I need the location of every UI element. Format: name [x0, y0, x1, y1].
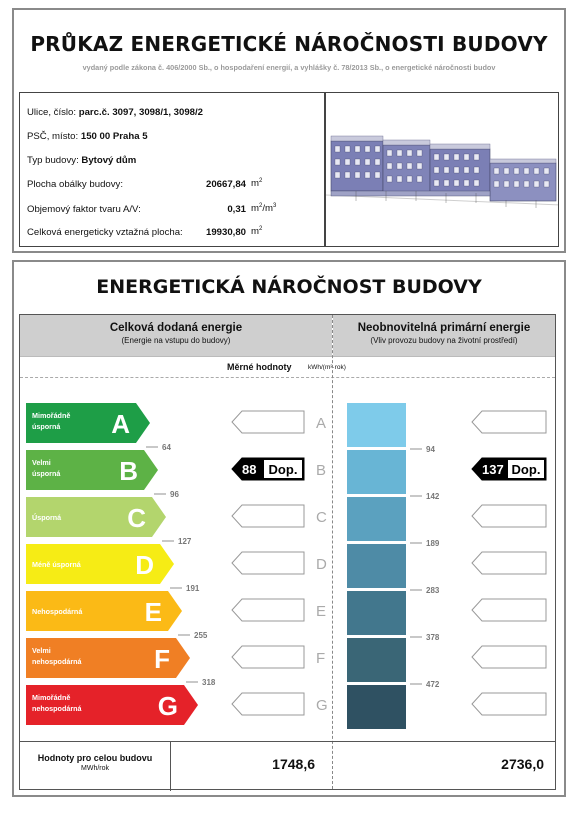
floor-area-unit: $m^2$: [251, 226, 263, 238]
delivered-energy-heading: [20, 315, 332, 356]
delivered-energy-title: Celková dodaná energie: [109, 322, 243, 334]
class-label-f: nehospodárná: [32, 657, 82, 666]
totals-separator: [170, 742, 171, 791]
primary-class-block-g: [347, 685, 406, 729]
building-photo: [325, 92, 559, 247]
certificate-subtitle: vydaný podle zákona č. 406/2000 Sb., o hospodaření energií, a vyhlášky č. 78/2013 Sb., o energetické náročnosti budov: [82, 63, 496, 72]
primary-empty-marker: [472, 599, 546, 621]
primary-empty-marker: [472, 552, 546, 574]
delivered-empty-marker: [232, 411, 304, 433]
class-label-g: Mimořádně: [32, 693, 71, 702]
delivered-threshold-label: 64: [162, 443, 171, 452]
delivered-empty-marker: [232, 693, 304, 715]
delivered-result-value: 88: [242, 462, 257, 477]
class-letter-a: A: [111, 409, 130, 439]
type-label: Typ budovy:: [27, 155, 79, 166]
zip-value: 150 00 Praha 5: [80, 131, 148, 142]
delivered-threshold-label: 255: [194, 631, 208, 640]
delivered-empty-marker: [232, 552, 304, 574]
energy-performance-panel: [12, 260, 566, 797]
certificate-title: PRŮKAZ ENERGETICKÉ NÁROČNOSTI BUDOVY: [30, 32, 548, 56]
delivered-threshold-label: 127: [178, 537, 192, 546]
primary-threshold-label: 142: [426, 492, 440, 501]
delivered-class-letter-a: A: [316, 415, 327, 432]
primary-result-value: 137: [482, 462, 504, 477]
building-illustration: [326, 93, 559, 247]
primary-empty-marker: [472, 411, 546, 433]
class-letter-b: B: [119, 456, 138, 486]
street-value: parc.č. 3097, 3098/1, 3098/2: [78, 107, 204, 118]
floor-area-value: 19930,80: [205, 227, 246, 238]
shape-value: 0,31: [227, 204, 246, 215]
class-label-d: Méně úsporná: [32, 560, 81, 569]
street-label: Ulice, číslo:: [27, 107, 77, 118]
type-value: Bytový dům: [81, 155, 137, 166]
delivered-threshold-label: 318: [202, 678, 216, 687]
primary-empty-marker: [472, 693, 546, 715]
type-row: [27, 155, 136, 166]
envelope-unit: $m^2$: [251, 178, 263, 190]
delivered-energy-subtitle: (Energie na vstupu do budovy): [121, 336, 231, 345]
delivered-empty-marker: [232, 646, 304, 668]
class-label-c: Úsporná: [32, 513, 62, 522]
class-label-g: nehospodárná: [32, 704, 82, 713]
shape-label: Objemový faktor tvaru A/V:: [27, 204, 141, 215]
primary-energy-subtitle: (Vliv provozu budovy na životní prostředí): [370, 336, 518, 345]
section-title: ENERGETICKÁ NÁROČNOST BUDOVY: [96, 276, 482, 298]
class-letter-g: G: [157, 691, 178, 721]
units-unit: kWh/(m²·rok): [308, 364, 346, 371]
primary-threshold-label: 94: [426, 445, 435, 454]
primary-class-block-b: [347, 450, 406, 494]
delivered-empty-marker: [232, 505, 304, 527]
delivered-empty-marker: [232, 599, 304, 621]
delivered-result-label: Dop.: [268, 462, 298, 477]
envelope-value: 20667,84: [205, 179, 246, 190]
primary-class-block-c: [347, 497, 406, 541]
delivered-class-letter-d: D: [316, 556, 327, 573]
delivered-class-letter-c: C: [316, 509, 327, 526]
primary-empty-marker: [472, 505, 546, 527]
primary-class-block-f: [347, 638, 406, 682]
delivered-class-letter-b: B: [316, 462, 327, 479]
units-label: Měrné hodnoty: [227, 362, 292, 372]
delivered-class-letter-g: G: [316, 697, 328, 714]
street-row: [27, 107, 203, 118]
primary-energy-title: Neobnovitelná primární energie: [357, 322, 531, 334]
primary-energy-total: 2736,0: [501, 756, 544, 772]
units-row: [20, 356, 555, 378]
delivered-class-letter-e: E: [316, 603, 327, 620]
delivered-threshold-label: 96: [170, 490, 179, 499]
class-label-a: Mimořádně: [32, 411, 71, 420]
zip-row: [27, 131, 148, 142]
floor-area-label: Celková energeticky vztažná plocha:: [27, 227, 183, 238]
class-label-f: Velmi: [32, 646, 51, 655]
primary-empty-marker: [472, 646, 546, 668]
class-letter-e: E: [144, 597, 162, 627]
primary-class-block-e: [347, 591, 406, 635]
delivered-energy-total: 1748,6: [272, 756, 315, 772]
primary-threshold-label: 378: [426, 633, 440, 642]
class-letter-f: F: [154, 644, 170, 674]
primary-class-block-a: [347, 403, 406, 447]
shape-unit: $m^2/m^3$: [251, 203, 277, 215]
certificate-header-panel: [12, 8, 566, 253]
totals-unit: MWh/rok: [81, 765, 109, 772]
primary-class-block-d: [347, 544, 406, 588]
class-letter-d: D: [135, 550, 154, 580]
envelope-label: Plocha obálky budovy:: [27, 179, 123, 190]
zip-label: PSČ, místo:: [27, 131, 79, 142]
energy-class-scale: [20, 379, 555, 741]
class-label-b: Velmi: [32, 458, 51, 467]
rating-grid: [19, 314, 556, 790]
totals-row: [20, 741, 555, 791]
delivered-threshold-label: 191: [186, 584, 200, 593]
class-letter-c: C: [127, 503, 146, 533]
class-label-b: úsporná: [32, 469, 61, 478]
class-label-e: Nehospodárná: [32, 607, 83, 616]
primary-threshold-label: 189: [426, 539, 440, 548]
primary-threshold-label: 283: [426, 586, 440, 595]
primary-result-label: Dop.: [511, 462, 541, 477]
class-label-a: úsporná: [32, 422, 61, 431]
totals-label: Hodnoty pro celou budovu: [37, 753, 153, 763]
building-info-box: [19, 92, 325, 247]
primary-energy-heading: [333, 315, 555, 356]
primary-threshold-label: 472: [426, 680, 440, 689]
delivered-class-letter-f: F: [316, 650, 326, 667]
